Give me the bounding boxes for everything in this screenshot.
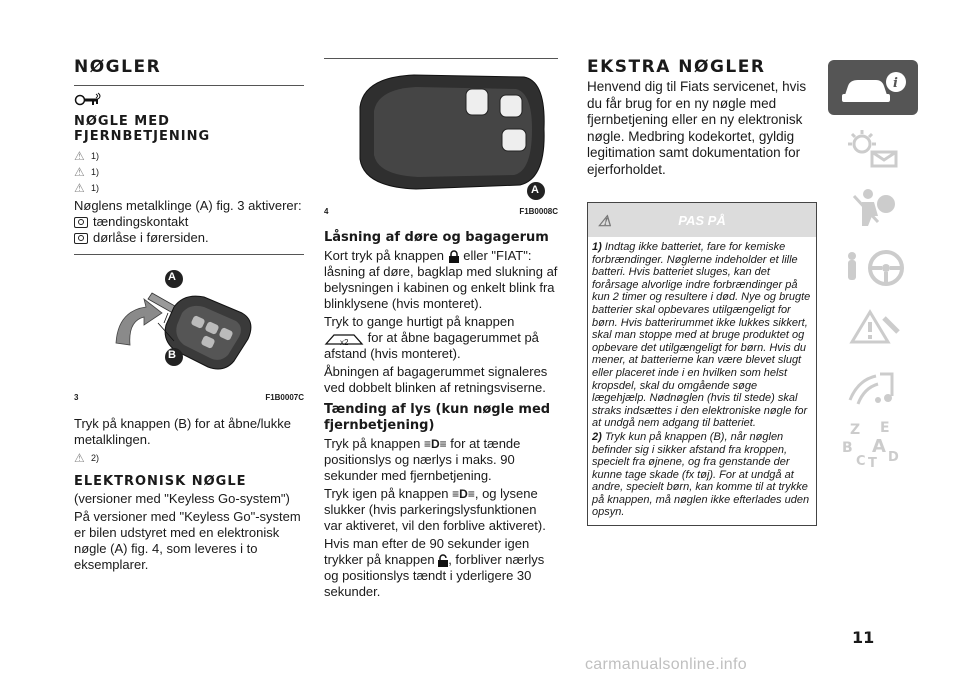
intro-text: Nøglens metalklinge (A) fig. 3 aktiverer: <box>74 198 302 213</box>
lights-text-2b: , og lysene slukker (hvis parkeringslysfunktionen var aktiveret, vil den forblive aktiveret). <box>324 486 546 533</box>
electronic-key-illustration <box>324 59 558 205</box>
lights-text-1a: Tryk på knappen <box>324 436 421 451</box>
index-letter: D <box>888 450 899 465</box>
unlock-icon <box>438 554 448 568</box>
x2-label: x2 <box>340 337 349 347</box>
lights-text-3 <box>324 536 558 600</box>
title-rule <box>74 85 304 86</box>
figure-code: F1B0008C <box>519 207 558 216</box>
keyless-description-text: På versioner med "Keyless Go"-system er bilen udstyret med en elektronisk nøgle (A) fig. 4, som leveres i to eksemplarer. <box>74 509 301 572</box>
trunk-signal-text: Åbningen af bagagerummet signaleres ved dobbelt blinken af retningsviserne. <box>324 364 548 395</box>
locking-text <box>324 248 558 312</box>
lights-text-1 <box>324 436 558 484</box>
callout-a-label: A <box>531 184 539 196</box>
lights-text-3b: , forbliver nærlys og positionslys tændt i yderligere 30 sekunder. <box>324 552 545 599</box>
warning-lights-icon[interactable] <box>828 120 918 175</box>
headlamp-icon: ≡D≡ <box>452 487 475 501</box>
bullet-text: dørlåse i førersiden. <box>93 230 209 245</box>
trunk-open-text <box>324 314 558 362</box>
warning-box-title: PAS PÅ <box>678 212 726 228</box>
section-title-extra-keys: EKSTRA NØGLER <box>587 57 766 77</box>
trunk-open-text-b: for at åbne bagagerummet på afstand (hvis monteret). <box>324 330 539 361</box>
lights-text-3a: Hvis man efter de 90 sekunder igen trykker på knappen <box>324 536 530 567</box>
column-1 <box>74 50 304 573</box>
flip-key-illustration <box>74 255 304 391</box>
multimedia-icon[interactable] <box>828 360 918 415</box>
heading-locking: Låsning af døre og bagagerum <box>324 230 549 245</box>
warning-ref-label: 1) <box>91 183 100 193</box>
page-number: 11 <box>852 628 875 647</box>
warning-ref-label: 1) <box>91 167 100 177</box>
section-title-remote-key <box>74 114 304 144</box>
index-letter: T <box>868 456 877 471</box>
warning-ref-3[interactable] <box>74 180 304 196</box>
column-3 <box>587 50 817 526</box>
figure-3-flip-key <box>74 255 304 391</box>
steering-wheel-icon[interactable] <box>828 240 918 295</box>
section-title-electronic-key: ELEKTRONISK NØGLE <box>74 474 247 489</box>
car-info-icon[interactable] <box>828 60 918 115</box>
chapter-sidebar <box>828 60 918 480</box>
press-button-text: Tryk på knappen (B) for at åbne/lukke metalklingen. <box>74 416 292 447</box>
svg-text:i: i <box>893 75 898 91</box>
section-title-line2: FJERNBETJENING <box>74 129 211 144</box>
wrench-warning-icon[interactable] <box>828 300 918 355</box>
warning-note-2 <box>592 431 812 519</box>
callout-b-label: B <box>168 349 176 361</box>
index-letters-icon[interactable] <box>828 420 918 475</box>
note-text: Tryk kun på knappen (B), når nøglen befinder sig i sikker afstand fra kroppen, specielt fra øjnene, og fra genstande der kunne tage skade (fx tøj). For at undgå at andre, specielt børn, kan komme til at trykke på knappen, må nøglen ikke efterlades uden opsyn. <box>592 430 810 519</box>
trunk-x2-icon <box>324 332 364 346</box>
lock-icon <box>448 250 460 264</box>
locking-text-c: låsning af døre, bagklap med slukning af belysningen i kabinen og enkelt blink fra blinklysene (hvis monteret). <box>324 264 558 311</box>
lights-text-1b: for at tænde positionslys og nærlys i maks. 90 sekunder med fjernbetjening. <box>324 436 521 483</box>
callout-a-label: A <box>168 271 176 283</box>
keyless-versions-text: (versioner med "Keyless Go-system") <box>74 491 290 506</box>
warning-box <box>587 202 817 526</box>
key-logo-icon <box>74 92 304 108</box>
headlamp-icon: ≡D≡ <box>423 437 447 451</box>
warning-triangle-icon: ⚠ <box>74 181 85 195</box>
column-2 <box>324 58 558 600</box>
bullet-text: tændingskontakt <box>93 214 189 229</box>
index-letter: Z <box>850 422 861 438</box>
figure-code: F1B0007C <box>265 393 304 402</box>
bullet-door-locks <box>74 230 304 246</box>
index-letter: C <box>856 454 866 469</box>
figure-4-electronic-key <box>324 59 558 205</box>
key-bullet-icon <box>74 217 88 228</box>
watermark-text: carmanualsonline.info <box>585 656 747 673</box>
airbag-safety-icon[interactable] <box>828 180 918 235</box>
locking-text-a: Kort tryk på knappen <box>324 248 444 263</box>
warning-box-header <box>588 203 816 237</box>
note-number: 2) <box>592 430 602 443</box>
index-letter: B <box>842 440 853 456</box>
extra-keys-text: Henvend dig til Fiats servicenet, hvis du får brug for en ny nøgle med fjernbetjening eller en ny elektronisk nøgle. Medbring kodekortet, gyldig legitimation samt dokumentation for ejerforholdet. <box>587 79 807 177</box>
warning-ref-label: 2) <box>91 453 100 463</box>
lights-text-2 <box>324 486 558 534</box>
locking-text-b: eller "FIAT": <box>463 248 532 263</box>
trunk-open-text-a: Tryk to gange hurtigt på knappen <box>324 314 515 329</box>
warning-ref-label: 1) <box>91 151 100 161</box>
page-title: NØGLER <box>74 57 162 77</box>
figure-caption <box>324 207 558 216</box>
figure-caption <box>74 393 304 402</box>
figure-number: 3 <box>74 393 79 402</box>
warning-ref-4[interactable] <box>74 450 304 466</box>
warning-box-body <box>588 237 816 525</box>
warning-ref-2[interactable] <box>74 164 304 180</box>
warning-triangle-icon: ⚠ <box>598 213 612 230</box>
figure-number: 4 <box>324 207 329 216</box>
lights-text-2a: Tryk igen på knappen <box>324 486 449 501</box>
index-letter: A <box>872 436 886 457</box>
key-bullet-icon <box>74 233 88 244</box>
warning-triangle-icon: ⚠ <box>74 149 85 163</box>
bullet-ignition <box>74 214 304 230</box>
warning-triangle-icon: ⚠ <box>74 451 85 465</box>
heading-lights: Tænding af lys (kun nøgle med fjernbetjening) <box>324 402 551 433</box>
warning-note-1 <box>592 241 812 430</box>
note-number: 1) <box>592 241 602 253</box>
warning-ref-1[interactable] <box>74 148 304 164</box>
note-text: Indtag ikke batteriet, fare for kemiske forbrændinger. Nøglerne indeholder et lille batteri. Hvis batteriet sluges, kan det forårsage alvorlige indre forbrændinger på kun 2 timer og resultere i død. Nye og brugte batterier skal opbevares utilgængeligt for børn. Hvis batterirummet ikke lukkes sikkert, skal man stoppe med at bruge produktet og opbevare det utilgængeligt for børn. Hvis du mener, at batterierne kan være blevet slugt eller placeret inde i en hvilken som helst kropsdel, skal du omgående søge lægehjælp. Nødnøglen (hvis til stede) skal straks indsættes i den elektroniske nøgle for at undgå nem adgang til batteriet. <box>592 241 811 430</box>
index-letter: E <box>880 420 890 436</box>
warning-triangle-icon: ⚠ <box>74 165 85 179</box>
section-title-line1: NØGLE MED <box>74 114 170 129</box>
